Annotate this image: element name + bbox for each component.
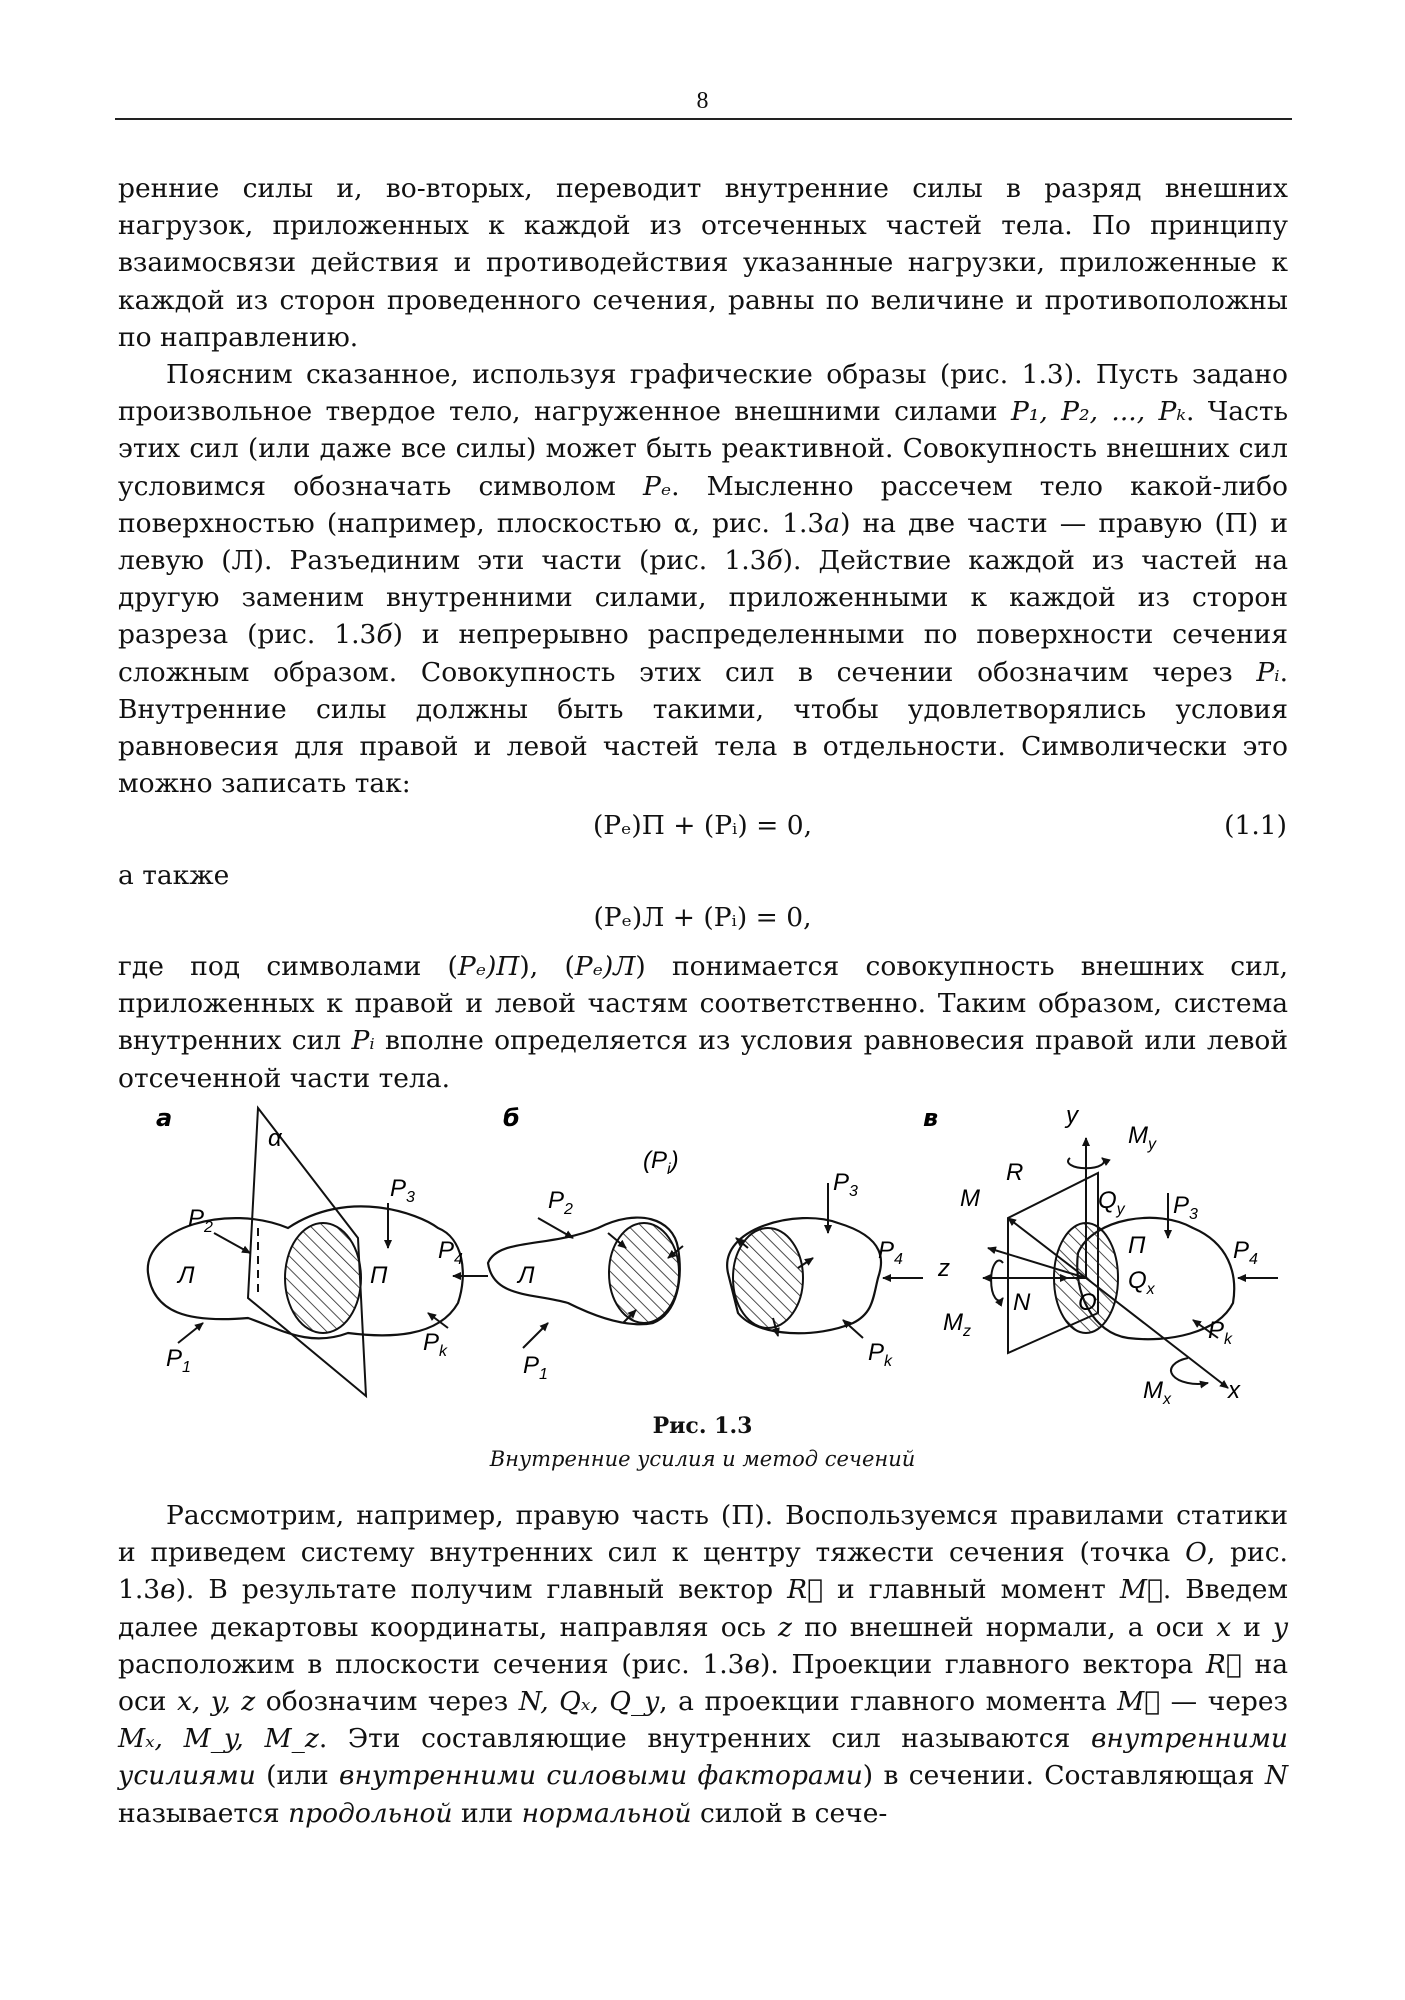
label-pk-b: $P_k$ bbox=[868, 1339, 893, 1370]
force-p2-b bbox=[538, 1218, 573, 1238]
moment-mz bbox=[991, 1261, 1003, 1301]
label-r: R bbox=[1006, 1159, 1024, 1186]
force-p1-a bbox=[178, 1323, 203, 1343]
label-m: M bbox=[960, 1185, 980, 1212]
label-alpha: α bbox=[268, 1125, 282, 1152]
force-p1-b bbox=[523, 1323, 548, 1348]
label-right-a: П bbox=[370, 1262, 388, 1289]
section-left-b bbox=[609, 1223, 679, 1323]
moment-mx bbox=[1171, 1358, 1208, 1384]
label-pi: $(P_i)$ bbox=[643, 1147, 679, 1178]
label-p3-b: $P_3$ bbox=[833, 1169, 858, 1200]
panel-a-label: а bbox=[156, 1104, 173, 1132]
label-left-a: Л bbox=[178, 1262, 195, 1289]
panel-b-label: б bbox=[503, 1104, 520, 1132]
paragraph-3: где под символами (Pₑ)П), (Pₑ)Л) понимается совокупность внешних сил, приложенных к правой и левой частям соответственно. Таким образом, система внутренних сил Pᵢ вполне определяется из условия равновесия правой или левой отсеченной части тела. bbox=[118, 951, 1288, 1094]
label-left-b: Л bbox=[518, 1262, 535, 1289]
paragraph-4: Рассмотрим, например, правую часть (П). Воспользуемся правилами статики и приведем систему внутренних сил к центру тяжести сечения (точка O, рис. 1.3в). В результате получим главный вектор R⃗ и главный момент M⃗. Введем далее декартовы координаты, направляя ось z по внешней нормали, а оси x и y расположим в плоскости сечения (рис. 1.3в). Проекции главного вектора R⃗ на оси x, y, z обозначим через N, Qₓ, Q_y, а проекции главного момента M⃗ — через Mₓ, M_y, M_z. Эти составляющие внутренних сил называются внутренними усилиями (или внутренними силовыми факторами) в сечении. Составляющая N называется продольной или нормальной силой в сече- bbox=[118, 1500, 1288, 1829]
label-o: O bbox=[1078, 1289, 1097, 1316]
force-p2-a bbox=[214, 1233, 250, 1253]
figure-caption: Рис. 1.3 bbox=[652, 1413, 753, 1439]
equation-number: (1.1) bbox=[1224, 810, 1287, 841]
label-mz: $M_z$ bbox=[943, 1309, 971, 1340]
section-a bbox=[285, 1223, 361, 1333]
label-x: x bbox=[1228, 1377, 1240, 1404]
figure-subcaption: Внутренние усилия и метод сечений bbox=[489, 1447, 916, 1471]
label-pk-v: $P_k$ bbox=[1208, 1317, 1233, 1348]
label-pk-a: $P_k$ bbox=[423, 1329, 448, 1360]
figure-svg bbox=[118, 1098, 1293, 1418]
label-p4-v: $P_4$ bbox=[1233, 1237, 1258, 1268]
label-right-v: П bbox=[1128, 1232, 1146, 1259]
label-p4-b: $P_4$ bbox=[878, 1237, 903, 1268]
label-my: $M_y$ bbox=[1128, 1122, 1156, 1153]
label-p2-a: $P_2$ bbox=[188, 1205, 213, 1236]
figure-1-3 bbox=[118, 1098, 1293, 1418]
header-rule bbox=[115, 118, 1292, 120]
equation-1-1: (Pₑ)П + (Pᵢ) = 0, bbox=[592, 810, 813, 841]
paragraph-1-text: ренние силы и, во-вторых, переводит внутренние силы в разряд внешних нагрузок, приложенных к каждой из отсеченных частей тела. По принципу взаимосвязи действия и противодействия указанные нагрузки, приложенные к каждой из сторон проведенного сечения, равны по величине и противоположны по направлению. bbox=[118, 173, 1288, 353]
label-qy: $Q_y$ bbox=[1098, 1187, 1125, 1218]
paragraph-1 bbox=[118, 170, 1288, 802]
paragraph-2: Поясним сказанное, используя графические образы (рис. 1.3). Пусть задано произвольное твердое тело, нагруженное внешними силами P₁, P₂, ..., Pₖ. Часть этих сил (или даже все силы) может быть реактивной. Совокупность внешних сил условимся обозначать символом Pₑ. Мысленно рассечем тело какой-либо поверхностью (например, плоскостью α, рис. 1.3а) на две части — правую (П) и левую (Л). Разъединим эти части (рис. 1.3б). Действие каждой из частей на другую заменим внутренними силами, приложенными к каждой из сторон разреза (рис. 1.3б) и непрерывно распределенными по поверхности сечения сложным образом. Совокупность этих сил в сечении обозначим через Pᵢ. Внутренние силы должны быть такими, чтобы удовлетворялись условия равновесия для правой и левой частей тела в отдельности. Символически это можно записать так: bbox=[118, 359, 1289, 800]
label-p1-b: $P_1$ bbox=[523, 1352, 548, 1383]
equation-2: (Pₑ)Л + (Pᵢ) = 0, bbox=[593, 902, 812, 933]
label-p3-a: $P_3$ bbox=[390, 1175, 415, 1206]
label-n: N bbox=[1013, 1289, 1031, 1316]
label-p4-a: $P_4$ bbox=[438, 1237, 463, 1268]
label-qx: $Q_x$ bbox=[1128, 1267, 1155, 1298]
label-p2-b: $P_2$ bbox=[548, 1187, 573, 1218]
label-mx: $M_x$ bbox=[1143, 1377, 1171, 1408]
also-line: а также bbox=[118, 860, 230, 891]
panel-v-label: в bbox=[923, 1104, 939, 1132]
label-p3-v: $P_3$ bbox=[1173, 1192, 1198, 1223]
label-y: y bbox=[1066, 1102, 1078, 1129]
page-number: 8 bbox=[696, 88, 709, 114]
label-z: z bbox=[938, 1255, 950, 1282]
label-p1-a: $P_1$ bbox=[166, 1345, 191, 1376]
axis-x bbox=[1086, 1278, 1228, 1388]
